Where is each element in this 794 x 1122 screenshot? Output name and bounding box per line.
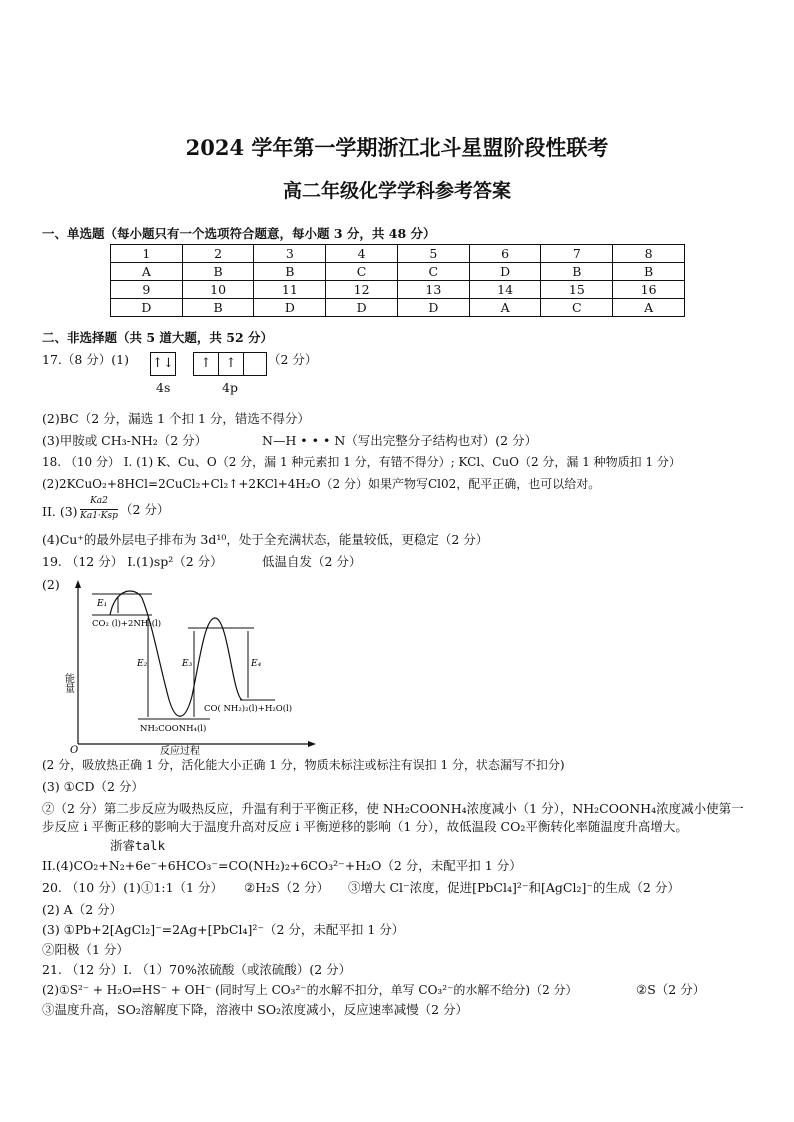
label-4s: 4s [156, 380, 171, 395]
q20-part3: (3) ①Pb+2[AgCl₂]⁻=2Ag+[PbCl₄]²⁻（2 分，未配平扣 1 分） [42, 922, 405, 937]
reaction-curve [110, 591, 242, 716]
q19-part3: (3) ①CD（2 分） [42, 779, 144, 794]
q19-part4: II.(4)CO₂+N₂+6e⁻+6HCO₃⁻=CO(NH₂)₂+6CO₃²⁻+H₂O（2 分，未配平扣 1 分） [42, 858, 522, 873]
q20-part4: ②阳极（1 分） [42, 942, 129, 957]
section-single-choice: 一、单选题（每小题只有一个选项符合题意，每小题 3 分，共 48 分） [42, 226, 436, 241]
q17-part2: (2)BC（2 分，漏选 1 个扣 1 分，错选不得分） [42, 411, 310, 426]
table-cell: B [182, 299, 254, 317]
table-cell: 14 [469, 281, 541, 299]
orbital-box-4s: ↑↓ [150, 352, 176, 376]
fraction-numerator: Ka2 [90, 496, 108, 506]
q18-part1: 18. （10 分） I. (1) K、Cu、O（2 分，漏 1 种元素扣 1 分，有错不得分）; KCl、CuO（2 分，漏 1 种物质扣 1 分） [42, 455, 681, 469]
fraction-denominator: Ka1·Ksp [80, 511, 118, 521]
q18-part3-prefix: II. (3) [42, 504, 78, 519]
orbital-box-4p-3 [243, 352, 267, 376]
table-cell: D [397, 299, 469, 317]
x-axis-label: 反应过程 [160, 746, 200, 756]
table-cell: 3 [254, 245, 326, 263]
e1-label: E₁ [97, 599, 108, 609]
table-cell: 15 [541, 281, 613, 299]
q21-part3: ③温度升高，SO₂溶解度下降，溶液中 SO₂浓度减小，反应速率减慢（2 分） [42, 1002, 469, 1017]
q17-score: （2 分） [268, 352, 318, 367]
table-cell: 11 [254, 281, 326, 299]
section-non-choice: 二、非选择题（共 5 道大题，共 52 分） [42, 330, 274, 345]
q20-part2: (2) A（2 分） [42, 902, 123, 917]
q21-part1: 21. （12 分）I. （1）70%浓硫酸（或浓硫酸）(2 分） [42, 962, 352, 977]
q20-part1a: 20. （10 分）(1)①1:1（1 分） [42, 880, 223, 895]
watermark: 浙睿talk [110, 838, 166, 853]
q19-part2-score: (2 分，吸放热正确 1 分，活化能大小正确 1 分，物质未标注或标注有误扣 1 分，状态漏写不扣分) [42, 758, 565, 772]
table-cell: 13 [397, 281, 469, 299]
table-cell: 4 [326, 245, 398, 263]
table-cell: D [469, 263, 541, 281]
table-row [111, 263, 685, 281]
table-cell: A [111, 263, 183, 281]
label-4p: 4p [222, 380, 238, 395]
table-row [111, 245, 685, 263]
orbital-box-4p-2: ↑ [218, 352, 244, 376]
y-axis-label: 能量 [62, 673, 74, 693]
table-cell: D [111, 299, 183, 317]
table-cell: B [613, 263, 685, 281]
orbital-box-4p-1: ↑ [193, 352, 219, 376]
table-cell: 12 [326, 281, 398, 299]
q19-part1a: 19. （12 分） I.(1)sp²（2 分） [42, 554, 223, 569]
table-cell: 1 [111, 245, 183, 263]
q18-part4: (4)Cu⁺的最外层电子排布为 3d¹⁰，处于全充满状态，能量较低，更稳定（2 分） [42, 532, 489, 547]
table-row [111, 299, 685, 317]
q20-part1b: ②H₂S（2 分） [244, 880, 330, 895]
origin-label: O [70, 745, 79, 756]
e2-label: E₂ [137, 659, 148, 669]
e4-label: E₄ [251, 659, 262, 669]
y-axis-arrow [75, 580, 81, 588]
table-cell: B [541, 263, 613, 281]
page-title: 2024 学年第一学期浙江北斗星盟阶段性联考 [185, 135, 609, 160]
species-intermediate: NH₂COONH₄(l) [140, 724, 207, 734]
q19-part2-label: (2) [42, 577, 60, 592]
page-subtitle: 高二年级化学学科参考答案 [282, 180, 511, 202]
x-axis-arrow [308, 741, 316, 747]
table-cell: 9 [111, 281, 183, 299]
table-cell: D [254, 299, 326, 317]
table-cell: 10 [182, 281, 254, 299]
q19-part3b: ②（2 分）第二步反应为吸热反应，升温有利于平衡正移，使 NH₂COONH₄浓度减小（1 分），NH₂COONH₄浓度减小使第一步反应 i 平衡正移的影响大于温度升高对反应 i 平衡逆移的影响（1 分），故低温段 CO₂平衡转化率随温度升高增大。 [42, 801, 744, 834]
table-cell: C [326, 263, 398, 281]
species-reactants: CO₂ (l)+2NH₃(l) [92, 619, 162, 629]
table-cell: C [397, 263, 469, 281]
table-row [111, 281, 685, 299]
table-cell: D [326, 299, 398, 317]
table-cell: 7 [541, 245, 613, 263]
table-cell: 5 [397, 245, 469, 263]
q21-part2b: ②S（2 分） [636, 982, 706, 997]
table-cell: 16 [613, 281, 685, 299]
table-cell: A [613, 299, 685, 317]
answer-table [110, 244, 685, 317]
table-cell: B [254, 263, 326, 281]
table-cell: 8 [613, 245, 685, 263]
species-products: CO( NH₂)₂(l)+H₂O(l) [204, 704, 293, 714]
q20-part1c: ③增大 Cl⁻浓度，促进[PbCl₄]²⁻和[AgCl₂]⁻的生成（2 分） [348, 880, 680, 895]
table-cell: C [541, 299, 613, 317]
energy-diagram [60, 578, 320, 756]
q19-part1b: 低温自发（2 分） [262, 554, 362, 569]
e3-label: E₃ [182, 659, 193, 669]
fraction-bar [80, 509, 118, 510]
q18-part3-score: （2 分） [120, 502, 170, 517]
table-cell: 6 [469, 245, 541, 263]
q17-part3b: N—H • • • N（写出完整分子结构也对）(2 分） [262, 433, 538, 448]
q18-part2: (2)2KCuO₂+8HCl=2CuCl₂+Cl₂↑+2KCl+4H₂O（2 分）如果产物写Cl02，配平正确，也可以给对。 [42, 477, 601, 491]
q21-part2a: (2)①S²⁻ + H₂O⇌HS⁻ + OH⁻ (同时写上 CO₃²⁻的水解不扣分，单写 CO₃²⁻的水解不给分)（2 分） [42, 983, 578, 997]
table-cell: 2 [182, 245, 254, 263]
q17-header: 17.（8 分）(1) [42, 352, 130, 367]
q17-part3a: (3)甲胺或 CH₃-NH₂（2 分） [42, 433, 208, 448]
table-cell: A [469, 299, 541, 317]
table-cell: B [182, 263, 254, 281]
